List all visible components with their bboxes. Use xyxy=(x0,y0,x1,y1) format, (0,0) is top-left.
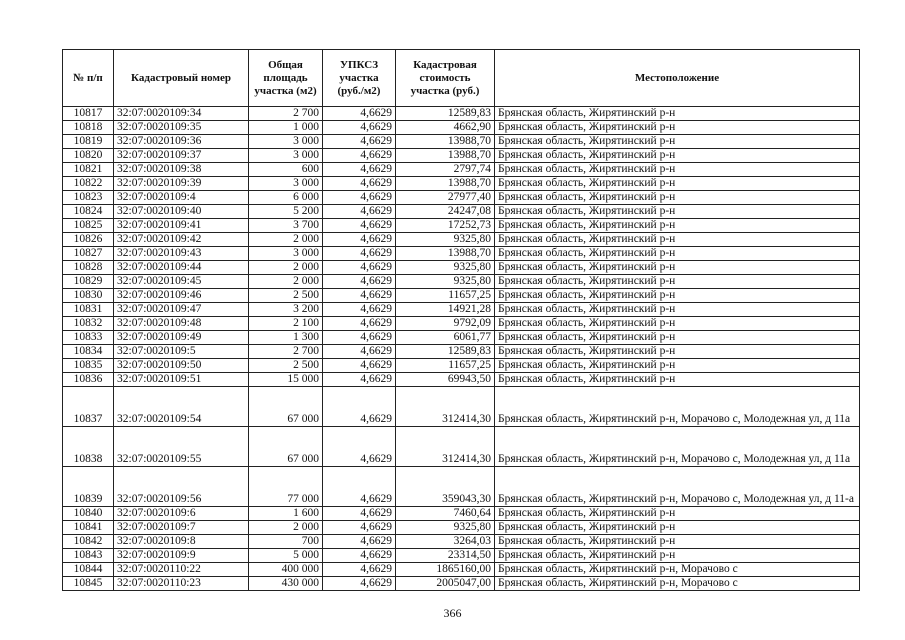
cell-cadastral-cost: 312414,30 xyxy=(396,427,495,467)
cell-cadastral-number: 32:07:0020109:45 xyxy=(114,275,249,289)
cell-area: 600 xyxy=(249,163,323,177)
cell-location: Брянская область, Жирятинский р-н xyxy=(495,149,860,163)
cell-cadastral-cost: 9325,80 xyxy=(396,233,495,247)
cell-area: 1 600 xyxy=(249,507,323,521)
cell-location: Брянская область, Жирятинский р-н xyxy=(495,507,860,521)
cell-upkz: 4,6629 xyxy=(323,177,396,191)
table-row xyxy=(63,177,860,191)
cell-location: Брянская область, Жирятинский р-н xyxy=(495,345,860,359)
cell-index: 10838 xyxy=(63,427,114,467)
table-row xyxy=(63,521,860,535)
table-row xyxy=(63,135,860,149)
cell-area: 2 000 xyxy=(249,233,323,247)
cell-area: 3 700 xyxy=(249,219,323,233)
cell-area: 3 000 xyxy=(249,135,323,149)
table-row xyxy=(63,121,860,135)
cell-cadastral-number: 32:07:0020109:56 xyxy=(114,467,249,507)
cell-cadastral-cost: 13988,70 xyxy=(396,247,495,261)
cell-location: Брянская область, Жирятинский р-н xyxy=(495,261,860,275)
cell-location: Брянская область, Жирятинский р-н xyxy=(495,331,860,345)
table-row xyxy=(63,535,860,549)
table-row xyxy=(63,359,860,373)
header-index: № п/п xyxy=(63,50,114,107)
cell-cadastral-cost: 7460,64 xyxy=(396,507,495,521)
table-row xyxy=(63,427,860,467)
cell-area: 5 200 xyxy=(249,205,323,219)
cell-area: 2 000 xyxy=(249,275,323,289)
cell-location: Брянская область, Жирятинский р-н, Морачово с xyxy=(495,563,860,577)
cadastral-table xyxy=(62,49,860,591)
cell-cadastral-cost: 9792,09 xyxy=(396,317,495,331)
cell-location: Брянская область, Жирятинский р-н xyxy=(495,163,860,177)
cell-upkz: 4,6629 xyxy=(323,233,396,247)
cell-upkz: 4,6629 xyxy=(323,205,396,219)
cell-cadastral-cost: 27977,40 xyxy=(396,191,495,205)
cell-cadastral-number: 32:07:0020109:55 xyxy=(114,427,249,467)
cell-cadastral-cost: 13988,70 xyxy=(396,149,495,163)
cell-cadastral-number: 32:07:0020109:4 xyxy=(114,191,249,205)
cell-index: 10837 xyxy=(63,387,114,427)
cell-cadastral-cost: 9325,80 xyxy=(396,261,495,275)
table-row xyxy=(63,317,860,331)
table-row xyxy=(63,107,860,121)
cell-cadastral-cost: 13988,70 xyxy=(396,177,495,191)
table-row xyxy=(63,275,860,289)
table-row xyxy=(63,191,860,205)
cell-index: 10827 xyxy=(63,247,114,261)
table-row xyxy=(63,563,860,577)
cell-area: 2 000 xyxy=(249,261,323,275)
cell-area: 77 000 xyxy=(249,467,323,507)
cell-location: Брянская область, Жирятинский р-н xyxy=(495,303,860,317)
cell-upkz: 4,6629 xyxy=(323,507,396,521)
cell-index: 10829 xyxy=(63,275,114,289)
header-location: Местоположение xyxy=(495,50,860,107)
cell-upkz: 4,6629 xyxy=(323,135,396,149)
cell-area: 2 000 xyxy=(249,521,323,535)
header-cadastral-cost: Кадастровая стоимость участка (руб.) xyxy=(396,50,495,107)
cell-location: Брянская область, Жирятинский р-н xyxy=(495,373,860,387)
cell-cadastral-number: 32:07:0020109:44 xyxy=(114,261,249,275)
header-upkz: УПКСЗ участка (руб./м2) xyxy=(323,50,396,107)
cell-area: 2 700 xyxy=(249,107,323,121)
cell-area: 430 000 xyxy=(249,577,323,591)
cell-cadastral-cost: 9325,80 xyxy=(396,521,495,535)
cell-cadastral-number: 32:07:0020109:8 xyxy=(114,535,249,549)
cell-index: 10824 xyxy=(63,205,114,219)
cell-area: 67 000 xyxy=(249,427,323,467)
cell-cadastral-number: 32:07:0020109:41 xyxy=(114,219,249,233)
cell-index: 10832 xyxy=(63,317,114,331)
cell-cadastral-number: 32:07:0020109:35 xyxy=(114,121,249,135)
cell-location: Брянская область, Жирятинский р-н xyxy=(495,205,860,219)
cell-cadastral-number: 32:07:0020109:5 xyxy=(114,345,249,359)
cell-area: 2 700 xyxy=(249,345,323,359)
cell-cadastral-number: 32:07:0020109:51 xyxy=(114,373,249,387)
cell-location: Брянская область, Жирятинский р-н xyxy=(495,177,860,191)
cell-index: 10842 xyxy=(63,535,114,549)
cell-location: Брянская область, Жирятинский р-н, Морачово с, Молодежная ул, д 11а xyxy=(495,427,860,467)
cell-upkz: 4,6629 xyxy=(323,373,396,387)
cell-upkz: 4,6629 xyxy=(323,149,396,163)
cell-upkz: 4,6629 xyxy=(323,563,396,577)
cell-index: 10823 xyxy=(63,191,114,205)
cell-upkz: 4,6629 xyxy=(323,359,396,373)
cell-index: 10845 xyxy=(63,577,114,591)
cell-area: 67 000 xyxy=(249,387,323,427)
header-cadastral-number: Кадастровый номер xyxy=(114,50,249,107)
cell-location: Брянская область, Жирятинский р-н xyxy=(495,191,860,205)
cell-area: 6 000 xyxy=(249,191,323,205)
table-row xyxy=(63,507,860,521)
cell-location: Брянская область, Жирятинский р-н xyxy=(495,135,860,149)
table-header-row xyxy=(63,50,860,107)
table-row xyxy=(63,289,860,303)
cell-cadastral-number: 32:07:0020109:34 xyxy=(114,107,249,121)
cell-area: 3 000 xyxy=(249,177,323,191)
cell-upkz: 4,6629 xyxy=(323,163,396,177)
cell-cadastral-cost: 12589,83 xyxy=(396,345,495,359)
cell-cadastral-cost: 1865160,00 xyxy=(396,563,495,577)
cell-index: 10844 xyxy=(63,563,114,577)
table-row xyxy=(63,331,860,345)
cell-area: 3 000 xyxy=(249,247,323,261)
table-row xyxy=(63,549,860,563)
cell-upkz: 4,6629 xyxy=(323,535,396,549)
cell-index: 10834 xyxy=(63,345,114,359)
table-row xyxy=(63,163,860,177)
cell-location: Брянская область, Жирятинский р-н xyxy=(495,535,860,549)
cell-cadastral-number: 32:07:0020109:48 xyxy=(114,317,249,331)
cell-area: 2 500 xyxy=(249,359,323,373)
cell-cadastral-number: 32:07:0020109:42 xyxy=(114,233,249,247)
table-row xyxy=(63,205,860,219)
cell-index: 10833 xyxy=(63,331,114,345)
cell-cadastral-number: 32:07:0020109:47 xyxy=(114,303,249,317)
cell-cadastral-cost: 69943,50 xyxy=(396,373,495,387)
cell-cadastral-number: 32:07:0020109:40 xyxy=(114,205,249,219)
cell-index: 10819 xyxy=(63,135,114,149)
cell-upkz: 4,6629 xyxy=(323,289,396,303)
cell-cadastral-number: 32:07:0020109:46 xyxy=(114,289,249,303)
cell-cadastral-cost: 3264,03 xyxy=(396,535,495,549)
cell-location: Брянская область, Жирятинский р-н xyxy=(495,247,860,261)
cell-index: 10825 xyxy=(63,219,114,233)
cell-upkz: 4,6629 xyxy=(323,107,396,121)
cell-cadastral-cost: 2797,74 xyxy=(396,163,495,177)
cell-upkz: 4,6629 xyxy=(323,317,396,331)
table-body xyxy=(63,107,860,591)
page-number: 366 xyxy=(443,606,462,620)
cell-index: 10835 xyxy=(63,359,114,373)
cell-upkz: 4,6629 xyxy=(323,191,396,205)
cell-cadastral-cost: 359043,30 xyxy=(396,467,495,507)
cell-index: 10820 xyxy=(63,149,114,163)
cell-cadastral-number: 32:07:0020109:9 xyxy=(114,549,249,563)
cell-area: 400 000 xyxy=(249,563,323,577)
cell-index: 10843 xyxy=(63,549,114,563)
table-row xyxy=(63,387,860,427)
cell-location: Брянская область, Жирятинский р-н xyxy=(495,233,860,247)
cell-cadastral-cost: 12589,83 xyxy=(396,107,495,121)
header-area: Общая площадь участка (м2) xyxy=(249,50,323,107)
cell-cadastral-cost: 11657,25 xyxy=(396,359,495,373)
cell-area: 1 300 xyxy=(249,331,323,345)
table-row xyxy=(63,247,860,261)
cell-upkz: 4,6629 xyxy=(323,303,396,317)
cell-upkz: 4,6629 xyxy=(323,521,396,535)
cell-area: 15 000 xyxy=(249,373,323,387)
cell-index: 10826 xyxy=(63,233,114,247)
cell-location: Брянская область, Жирятинский р-н, Морачово с xyxy=(495,577,860,591)
cell-location: Брянская область, Жирятинский р-н xyxy=(495,121,860,135)
table-row xyxy=(63,261,860,275)
cell-cadastral-number: 32:07:0020110:23 xyxy=(114,577,249,591)
cell-cadastral-cost: 11657,25 xyxy=(396,289,495,303)
cell-location: Брянская область, Жирятинский р-н xyxy=(495,521,860,535)
cell-location: Брянская область, Жирятинский р-н xyxy=(495,317,860,331)
cell-upkz: 4,6629 xyxy=(323,121,396,135)
cell-cadastral-number: 32:07:0020109:49 xyxy=(114,331,249,345)
cell-cadastral-number: 32:07:0020109:37 xyxy=(114,149,249,163)
table-row xyxy=(63,577,860,591)
cell-cadastral-number: 32:07:0020109:43 xyxy=(114,247,249,261)
cell-cadastral-cost: 6061,77 xyxy=(396,331,495,345)
cell-cadastral-cost: 2005047,00 xyxy=(396,577,495,591)
cell-cadastral-cost: 13988,70 xyxy=(396,135,495,149)
cell-location: Брянская область, Жирятинский р-н, Морачово с, Молодежная ул, д 11а xyxy=(495,387,860,427)
cell-cadastral-number: 32:07:0020109:38 xyxy=(114,163,249,177)
cell-upkz: 4,6629 xyxy=(323,549,396,563)
cell-area: 700 xyxy=(249,535,323,549)
table-row xyxy=(63,233,860,247)
cell-cadastral-cost: 14921,28 xyxy=(396,303,495,317)
cell-cadastral-cost: 9325,80 xyxy=(396,275,495,289)
cell-cadastral-cost: 24247,08 xyxy=(396,205,495,219)
cell-location: Брянская область, Жирятинский р-н xyxy=(495,219,860,233)
cell-index: 10831 xyxy=(63,303,114,317)
cell-area: 3 000 xyxy=(249,149,323,163)
cell-cadastral-number: 32:07:0020109:39 xyxy=(114,177,249,191)
cell-location: Брянская область, Жирятинский р-н xyxy=(495,107,860,121)
cell-index: 10836 xyxy=(63,373,114,387)
cell-index: 10822 xyxy=(63,177,114,191)
cell-cadastral-number: 32:07:0020109:7 xyxy=(114,521,249,535)
cell-cadastral-cost: 23314,50 xyxy=(396,549,495,563)
cell-location: Брянская область, Жирятинский р-н, Морачово с, Молодежная ул, д 11-а xyxy=(495,467,860,507)
cell-cadastral-number: 32:07:0020109:6 xyxy=(114,507,249,521)
cell-index: 10828 xyxy=(63,261,114,275)
cell-upkz: 4,6629 xyxy=(323,275,396,289)
cell-cadastral-number: 32:07:0020109:54 xyxy=(114,387,249,427)
cell-location: Брянская область, Жирятинский р-н xyxy=(495,549,860,563)
cell-cadastral-cost: 4662,90 xyxy=(396,121,495,135)
cell-upkz: 4,6629 xyxy=(323,387,396,427)
table-row xyxy=(63,149,860,163)
cell-upkz: 4,6629 xyxy=(323,331,396,345)
cell-area: 2 500 xyxy=(249,289,323,303)
cell-index: 10840 xyxy=(63,507,114,521)
cell-upkz: 4,6629 xyxy=(323,577,396,591)
cell-cadastral-number: 32:07:0020110:22 xyxy=(114,563,249,577)
cell-upkz: 4,6629 xyxy=(323,247,396,261)
cell-location: Брянская область, Жирятинский р-н xyxy=(495,289,860,303)
cell-index: 10839 xyxy=(63,467,114,507)
cell-cadastral-number: 32:07:0020109:50 xyxy=(114,359,249,373)
table-row xyxy=(63,467,860,507)
cell-upkz: 4,6629 xyxy=(323,427,396,467)
cell-index: 10830 xyxy=(63,289,114,303)
cell-area: 1 000 xyxy=(249,121,323,135)
cell-location: Брянская область, Жирятинский р-н xyxy=(495,275,860,289)
cell-cadastral-cost: 312414,30 xyxy=(396,387,495,427)
cell-cadastral-cost: 17252,73 xyxy=(396,219,495,233)
cell-upkz: 4,6629 xyxy=(323,261,396,275)
cell-index: 10821 xyxy=(63,163,114,177)
table-row xyxy=(63,373,860,387)
cell-area: 3 200 xyxy=(249,303,323,317)
cell-area: 5 000 xyxy=(249,549,323,563)
cell-index: 10817 xyxy=(63,107,114,121)
cell-location: Брянская область, Жирятинский р-н xyxy=(495,359,860,373)
cell-upkz: 4,6629 xyxy=(323,219,396,233)
cell-upkz: 4,6629 xyxy=(323,467,396,507)
cell-index: 10818 xyxy=(63,121,114,135)
table-row xyxy=(63,345,860,359)
table-row xyxy=(63,303,860,317)
cell-index: 10841 xyxy=(63,521,114,535)
cell-area: 2 100 xyxy=(249,317,323,331)
cell-cadastral-number: 32:07:0020109:36 xyxy=(114,135,249,149)
cell-upkz: 4,6629 xyxy=(323,345,396,359)
table-row xyxy=(63,219,860,233)
